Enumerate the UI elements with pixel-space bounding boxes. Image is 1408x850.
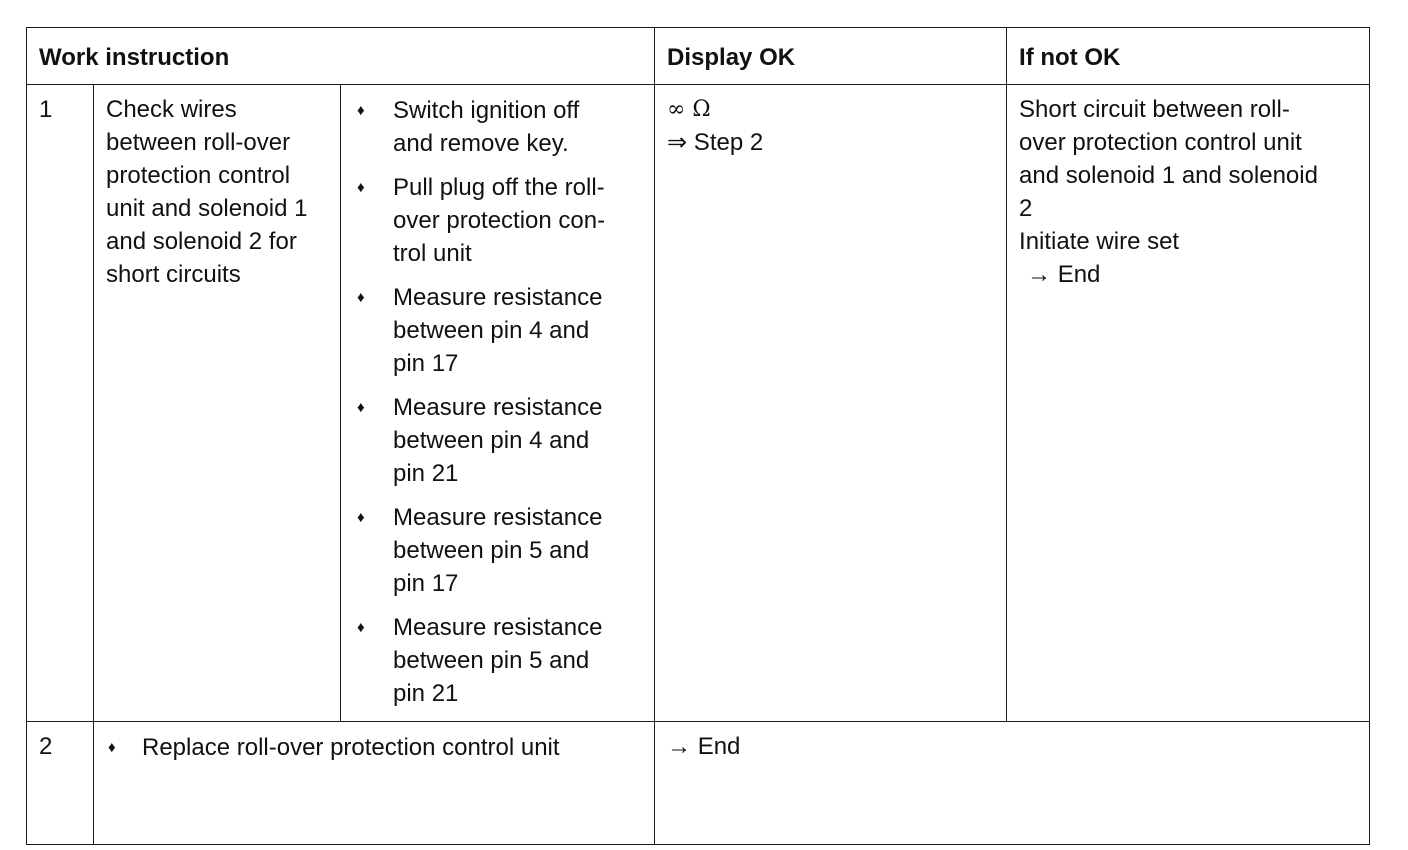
work-instruction-table	[26, 27, 1370, 845]
description-line: unit and solenoid 1	[106, 195, 308, 222]
action-line: trol unit	[393, 240, 472, 267]
action-line: pin 17	[393, 570, 459, 597]
fault-line: over protection control unit	[1019, 129, 1302, 156]
action-line: and remove key.	[393, 130, 569, 157]
display-ok-cell	[655, 85, 1007, 722]
table-header-row	[27, 28, 1370, 85]
action-list	[351, 94, 648, 710]
next-step: → End	[1027, 261, 1101, 288]
action-line: Measure resistance	[393, 504, 603, 531]
diamond-bullet-icon: ♦	[357, 179, 365, 196]
diamond-bullet-icon: ♦	[357, 399, 365, 416]
step-description	[94, 85, 341, 722]
action-line: pin 21	[393, 680, 459, 707]
list-item	[351, 171, 648, 270]
description-line: Check wires	[106, 96, 237, 123]
action-line: pin 21	[393, 460, 459, 487]
list-item	[351, 501, 648, 600]
step-number: 1	[27, 85, 94, 722]
step-actions	[94, 722, 655, 845]
description-line: protection control	[106, 162, 291, 189]
step-actions	[341, 85, 655, 722]
diamond-bullet-icon: ♦	[357, 509, 365, 526]
action-line: pin 17	[393, 350, 459, 377]
action-line: between pin 5 and	[393, 647, 590, 674]
display-ok-cell	[655, 722, 1370, 845]
description-line: between roll-over	[106, 129, 291, 156]
if-not-ok-cell	[1007, 85, 1370, 722]
fault-line: Initiate wire set	[1019, 228, 1180, 255]
action-line: Measure resistance	[393, 614, 603, 641]
list-item	[351, 281, 648, 380]
fault-line: 2	[1019, 195, 1033, 222]
next-step: → End	[667, 733, 741, 760]
header-work-instruction: Work instruction	[27, 28, 655, 85]
action-line: Switch ignition off	[393, 97, 580, 124]
header-if-not-ok: If not OK	[1007, 28, 1370, 85]
diamond-bullet-icon: ♦	[108, 739, 116, 756]
resistance-value: ∞ Ω	[667, 97, 711, 122]
diamond-bullet-icon: ♦	[357, 102, 365, 119]
action-line: Pull plug off the roll-	[393, 174, 605, 201]
list-item	[351, 94, 648, 160]
action-line: between pin 4 and	[393, 317, 590, 344]
action-line: over protection con-	[393, 207, 606, 234]
diamond-bullet-icon: ♦	[357, 289, 365, 306]
action-line: between pin 4 and	[393, 427, 590, 454]
next-step: ⇒ Step 2	[667, 129, 764, 156]
description-line: short circuits	[106, 261, 241, 288]
description-line: and solenoid 2 for	[106, 228, 297, 255]
list-item	[351, 611, 648, 710]
fault-line: and solenoid 1 and solenoid	[1019, 162, 1318, 189]
action-line: Replace roll-over protection control unit	[142, 734, 560, 761]
list-item	[104, 731, 648, 764]
step-number: 2	[27, 722, 94, 845]
action-line: Measure resistance	[393, 284, 603, 311]
table-row	[27, 722, 1370, 845]
list-item	[351, 391, 648, 490]
diamond-bullet-icon: ♦	[357, 619, 365, 636]
action-line: between pin 5 and	[393, 537, 590, 564]
table-row	[27, 85, 1370, 722]
fault-line: Short circuit between roll-	[1019, 96, 1290, 123]
action-line: Measure resistance	[393, 394, 603, 421]
header-display-ok: Display OK	[655, 28, 1007, 85]
